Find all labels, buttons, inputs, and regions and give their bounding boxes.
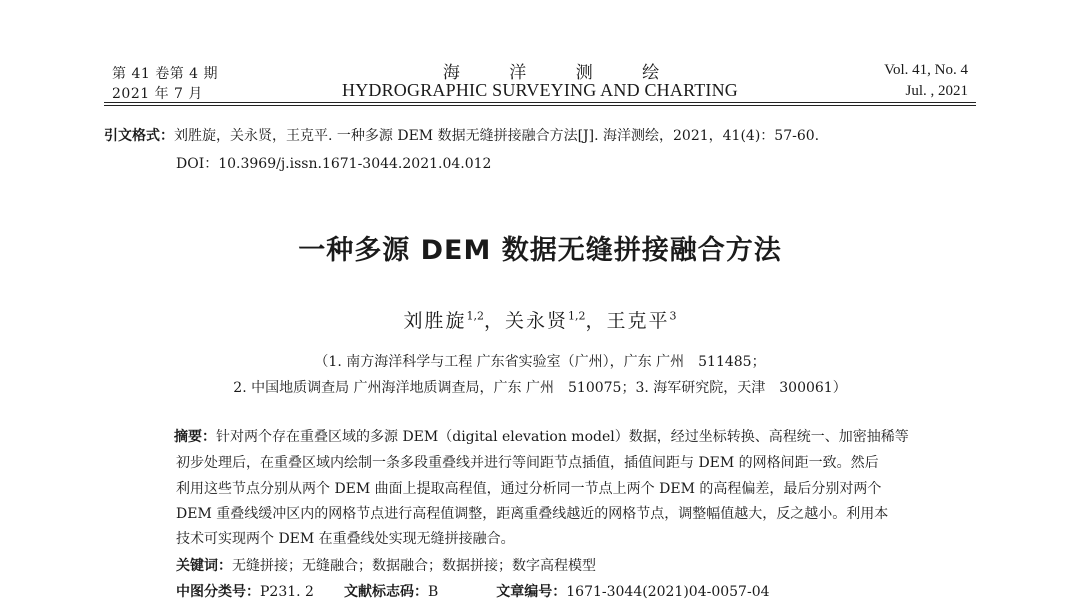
author-list: [0, 306, 1080, 333]
document-code-value: B: [427, 584, 439, 600]
citation-label: 引文格式：: [104, 128, 174, 144]
classification-row: [176, 581, 770, 601]
author-affiliation-mark: 1,2: [466, 309, 484, 323]
affiliation-line-1: （1. 南方海洋科学与工程 广东省实验室（广州），广东 广州 511485；: [314, 354, 766, 370]
journal-name-cn: 海 洋 测 绘: [442, 63, 682, 83]
date-en: Jul. , 2021: [905, 83, 968, 99]
author-affiliation-mark: 1,2: [568, 309, 586, 323]
header-rule-bottom: [104, 105, 976, 106]
citation-text: 刘胜旋，关永贤，王克平. 一种多源 DEM 数据无缝拼接融合方法[J]. 海洋测绘，2021，41(4)：57-60.: [174, 128, 820, 144]
keywords-label: 关键词：: [176, 558, 232, 574]
keywords-text: 无缝拼接；无缝融合；数据融合；数据拼接；数字高程模型: [232, 558, 596, 574]
doi[interactable]: DOI：10.3969/j.issn.1671-3044.2021.04.012: [176, 156, 492, 172]
keywords-row: [176, 555, 596, 575]
article-number-label: 文章编号：: [496, 584, 567, 600]
abstract-line: 利用这些节点分别从两个 DEM 曲面上提取高程值，通过分析同一节点上两个 DEM 的高程偏差，最后分别对两个: [176, 481, 882, 497]
abstract-line: DEM 重叠线缓冲区内的网格节点进行高程值调整，距离重叠线越近的网格节点，调整幅值越大，反之越小。利用本: [176, 506, 889, 522]
date-cn: 2021 年 7 月: [112, 86, 203, 102]
clc-value: P231. 2: [260, 584, 314, 600]
author-separator: ，: [585, 310, 607, 332]
document-code-label: 文献标志码：: [343, 584, 428, 600]
author-name: 王克平: [606, 310, 670, 332]
journal-name-en: HYDROGRAPHIC SURVEYING AND CHARTING: [342, 80, 738, 100]
abstract-line: 初步处理后，在重叠区域内绘制一条多段重叠线并进行等间距节点插值，插值间距与 DEM 的网格间距一致。然后: [176, 455, 879, 471]
clc-label: 中图分类号：: [176, 584, 260, 600]
abstract-line: 技术可实现两个 DEM 在重叠线处实现无缝拼接融合。: [176, 531, 515, 547]
author-name: 关永贤: [504, 310, 568, 332]
article-number-value: 1671-3044(2021)04-0057-04: [566, 584, 770, 600]
volume-issue-en: Vol. 41, No. 4: [884, 62, 968, 78]
abstract-label: 摘要：: [174, 429, 216, 445]
paper-title: 一种多源 DEM 数据无缝拼接融合方法: [298, 235, 782, 266]
author-affiliation-mark: 3: [669, 309, 677, 323]
citation-row: [104, 125, 819, 145]
author-name: 刘胜旋: [403, 310, 467, 332]
author-separator: ，: [483, 310, 505, 332]
volume-issue-cn: 第 41 卷第 4 期: [112, 66, 219, 82]
abstract-line: [174, 426, 909, 446]
header-rule-top: [104, 102, 976, 103]
affiliation-line-2: 2. 中国地质调查局 广州海洋地质调查局，广东 广州 510075；3. 海军研究院，天津 300061）: [233, 380, 847, 396]
abstract-text: 针对两个存在重叠区域的多源 DEM（digital elevation model）数据，经过坐标转换、高程统一、加密抽稀等: [216, 429, 909, 445]
